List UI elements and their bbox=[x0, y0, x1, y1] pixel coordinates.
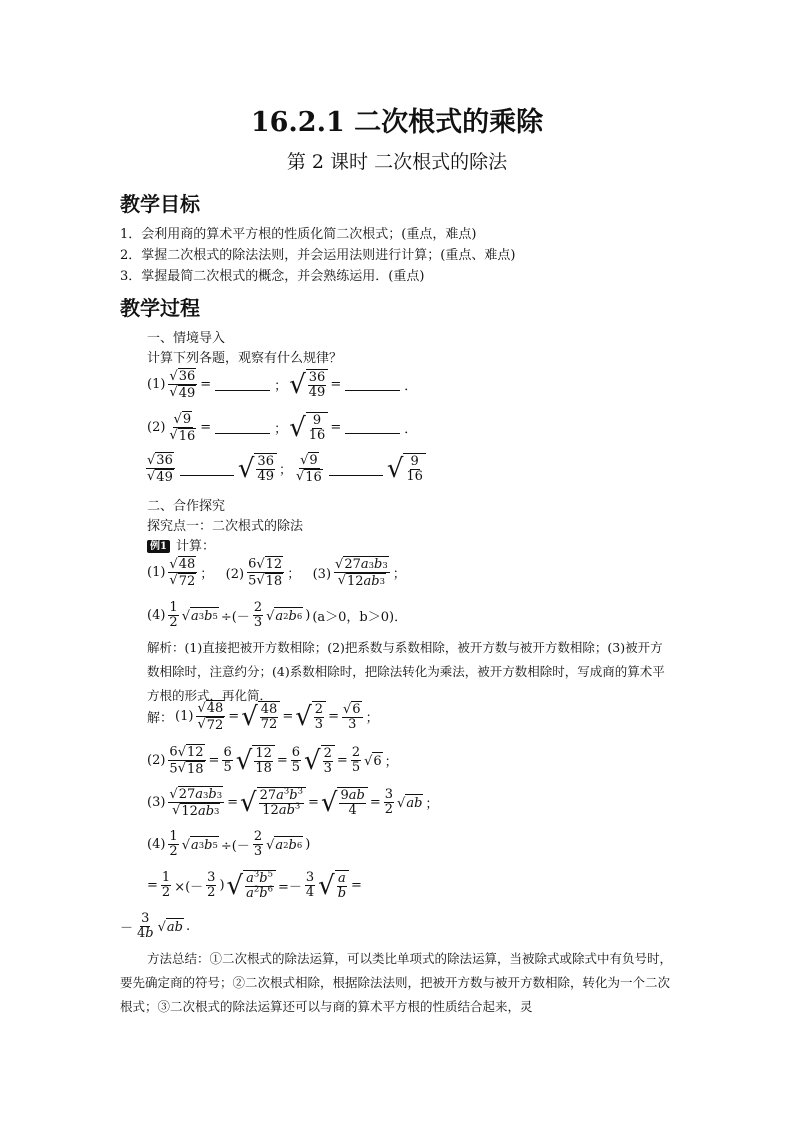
solution-4-line-1: (4) $\frac{1}{2}$ √ a 3 b 5 ÷(－ $\frac{2}{3}$ √ a 2 b 6 ) bbox=[147, 829, 311, 859]
objective-2: 2．掌握二次根式的除法法则，并会运用法则进行计算；(重点、难点) bbox=[120, 248, 516, 263]
part2-heading: 二、合作探究 bbox=[147, 499, 226, 514]
example-items-1-3: (1) √ 48 √ 72 ； (2) 6 √ 12 5 √ 18 ； (3) √ 27 a 3 b 3 √ 12 ab 3 ； bbox=[147, 556, 406, 589]
page-subtitle: 第 2 课时 二次根式的除法 bbox=[286, 151, 508, 173]
solution-1: 解： (1) √ 48 √ 72 = √ $\frac{48}{72}$ = √ $\frac{2}{3}$ = √ 6 3 ； bbox=[147, 700, 379, 733]
method-summary-text: 方法总结：①二次根式的除法运算，可以类比单项式的除法运算，当被除式或除式中有负号时，要先确定商的符号；②二次根式相除，根据除法法则，把被开方数与被开方数相除，转化为一个二次根式；③二次根式的除法运算还可以与商的算术平方根的性质结合起来，灵 bbox=[120, 951, 673, 1014]
solution-2: (2) 6 √ 12 5 √ 18 = $\frac{6}{5}$ √ $\frac{12}{18}$ = $\frac{6}{5}$ √ $\frac{2}{3}$ = $\frac{2}{5}$ √ 6 ； bbox=[147, 744, 398, 777]
method-summary-paragraph bbox=[120, 947, 675, 1019]
page-title: 16.2.1 二次根式的乘除 bbox=[250, 107, 544, 138]
objectives-heading: 教学目标 bbox=[120, 192, 200, 216]
example-prompt: 计算： bbox=[175, 539, 215, 554]
analysis-text: 解析：(1)直接把被开方数相除；(2)把系数与系数相除，被开方数与被开方数相除；(3)被开方数相除时，注意约分；(4)系数相除时，把除法转化为乘法，被开方数相除时，写成商的算术平方根的形式，再化简． bbox=[147, 640, 665, 703]
example-badge: 例1 bbox=[147, 540, 170, 553]
example-4-condition: (a＞0，b＞0)． bbox=[312, 609, 408, 625]
objective-1: 1．会利用商的算术平方根的性质化简二次根式；(重点，难点) bbox=[120, 227, 477, 242]
analysis-paragraph bbox=[147, 636, 675, 708]
solution-label: 解： bbox=[147, 710, 174, 726]
warmup-comparison: √ 36 √ 49 √ $\frac{36}{49}$ ； √ 9 √ 16 √ $\frac{9}{16}$ bbox=[145, 452, 426, 484]
warmup-line-2: (2) √ 9 √ 16 = ； √ $\frac{9}{16}$ = ． bbox=[147, 411, 418, 444]
exploration-point-1: 探究点一：二次根式的除法 bbox=[147, 519, 304, 534]
warmup-line-1: (1) √ 36 √ 49 = ； √ $\frac{36}{49}$ = ． bbox=[147, 368, 418, 401]
example-1-header bbox=[147, 535, 215, 554]
solution-4-line-2: = $\frac{1}{2}$ ×(－ $\frac{3}{2}$ ) √ $\frac{a^3b^5}{a^2b^6}$ =－ $\frac{3}{4}$ √ $\frac{a}{b}$ = bbox=[147, 868, 362, 902]
part1-heading: 一、情境导入 bbox=[147, 331, 226, 346]
solution-4-line-3: － $\frac{3}{4b}$ √ ab . bbox=[120, 911, 191, 941]
part1-question: 计算下列各题，观察有什么规律？ bbox=[147, 351, 343, 366]
objective-3: 3．掌握最简二次根式的概念，并会熟练运用．(重点) bbox=[120, 269, 425, 284]
process-heading: 教学过程 bbox=[120, 296, 200, 320]
solution-3: (3) √ 27 a 3 b 3 √ 12 ab 3 = √ $\frac{27a^3b^3}{12ab^3}$ = √ $\frac{9ab}{4}$ = $\frac{3}{2}$ √ ab ； bbox=[147, 785, 439, 819]
example-item-4: (4) $\frac{1}{2}$ √ a 3 b 5 ÷(－ $\frac{2}{3}$ √ a 2 b 6 ) (a＞0，b＞0)． bbox=[147, 600, 408, 630]
